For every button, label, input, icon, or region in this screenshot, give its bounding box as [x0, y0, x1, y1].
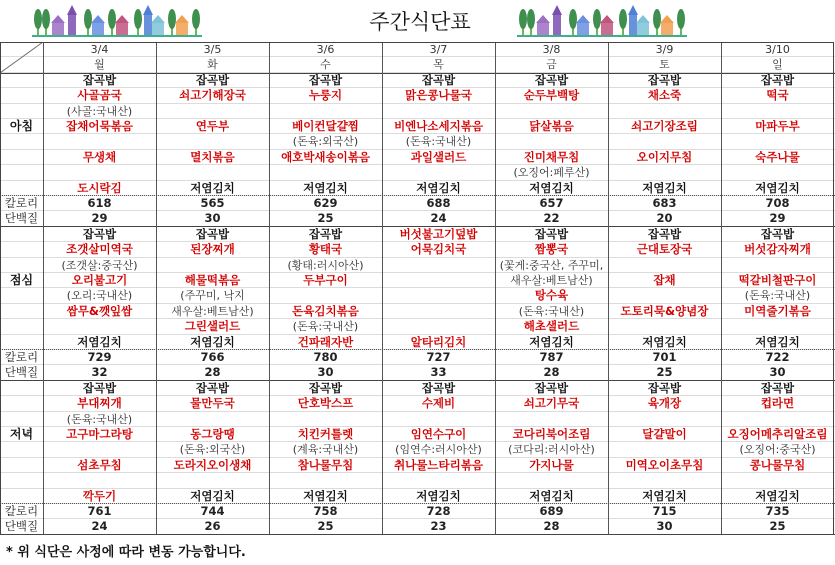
menu-item: 저염김치: [642, 334, 687, 349]
menu-item: 저염김치: [190, 180, 235, 195]
menu-item: 오리불고기: [71, 273, 128, 287]
menu-item: 잡곡밥: [760, 380, 795, 395]
footer-note: * 위 식단은 사정에 따라 변동 가능합니다.: [6, 545, 246, 560]
day-date: 3/4: [90, 43, 109, 56]
origin-note: (돈육:국내산): [518, 304, 585, 318]
calories-value: 761: [87, 504, 112, 518]
calories-value: 689: [539, 504, 564, 518]
menu-item: 과일샐러드: [410, 149, 467, 164]
protein-label: 단백질: [4, 211, 39, 226]
menu-item: 컵라면: [760, 396, 795, 411]
protein-value: 25: [656, 365, 673, 380]
menu-item: 그린샐러드: [184, 319, 241, 334]
menu-item: 잡곡밥: [421, 72, 456, 87]
origin-note: (돈육:국내산): [66, 412, 133, 426]
menu-item: 달걀말이: [642, 427, 687, 441]
calories-value: 758: [313, 504, 338, 518]
menu-item: 취나물느타리볶음: [394, 457, 483, 472]
origin-note: (오리:국내산): [66, 289, 133, 303]
menu-item: 연두부: [195, 119, 230, 133]
meal-label: 아침: [9, 119, 34, 133]
protein-value: 22: [543, 211, 560, 226]
menu-item: 잡곡밥: [195, 72, 230, 87]
menu-item: 저염김치: [755, 180, 800, 195]
menu-item: 해물떡볶음: [184, 273, 241, 287]
origin-note: 새우살:베트남산): [510, 274, 593, 287]
menu-item: 잡곡밥: [647, 380, 682, 395]
menu-item: 저염김치: [529, 180, 574, 195]
menu-item: 치킨커틀렛: [297, 427, 354, 441]
menu-item: 숙주나물: [755, 149, 800, 164]
menu-item: 저염김치: [755, 488, 800, 503]
protein-value: 30: [204, 211, 221, 226]
table-frame: [0, 42, 834, 535]
calories-value: 629: [313, 196, 338, 210]
menu-item: 깍두기: [82, 488, 117, 503]
menu-item: 저염김치: [303, 180, 348, 195]
menu-item: 버섯감자찌개: [744, 242, 811, 257]
menu-item: 콩나물무침: [749, 457, 806, 472]
day-date: 3/5: [203, 43, 222, 56]
menu-item: 잡곡밥: [195, 226, 230, 241]
menu-item: 닭살볶음: [529, 119, 574, 133]
menu-item: 저염김치: [642, 488, 687, 503]
calories-value: 787: [539, 350, 564, 364]
menu-item: 잡곡밥: [534, 72, 569, 87]
menu-item: 잡채: [653, 273, 676, 287]
protein-value: 33: [430, 365, 447, 380]
menu-item: 어묵김치국: [410, 242, 467, 257]
day-date: 3/10: [765, 43, 790, 56]
protein-value: 25: [317, 519, 334, 534]
menu-item: 누룽지: [308, 88, 343, 103]
menu-item: 저염김치: [303, 488, 348, 503]
protein-value: 30: [656, 519, 673, 534]
menu-item: 쇠고기무국: [523, 396, 580, 411]
origin-note: (주꾸미, 낙지: [180, 289, 245, 303]
origin-note: (돈육:외국산): [179, 443, 246, 457]
menu-item: 건파래자반: [297, 334, 354, 349]
day-date: 3/7: [429, 43, 448, 56]
menu-item: 도토리묵&양념장: [620, 303, 709, 318]
origin-note: (계육:국내산): [292, 443, 359, 457]
menu-item: 미역오이초무침: [625, 457, 704, 472]
calories-value: 715: [652, 504, 677, 518]
menu-item: 잡곡밥: [760, 226, 795, 241]
menu-item: 잡곡밥: [195, 380, 230, 395]
menu-item: 진미채무침: [523, 149, 580, 164]
protein-value: 20: [656, 211, 673, 226]
menu-item: 잡곡밥: [534, 380, 569, 395]
calories-value: 701: [652, 350, 677, 364]
menu-item: 떡국: [766, 88, 789, 103]
village-drawing: [517, 3, 687, 37]
origin-note: (황태:러시아산): [287, 258, 364, 272]
day-weekday: 목: [433, 58, 444, 72]
protein-label: 단백질: [4, 365, 39, 380]
protein-value: 23: [430, 519, 447, 534]
menu-item: 탕수육: [534, 288, 569, 303]
protein-value: 30: [317, 365, 334, 380]
calories-value: 727: [426, 350, 451, 364]
menu-item: 채소죽: [647, 88, 682, 103]
menu-item: 잡곡밥: [421, 380, 456, 395]
calories-label: 칼로리: [4, 196, 39, 210]
menu-item: 쇠고기장조림: [631, 119, 698, 133]
origin-note: (조갯살:중국산): [61, 258, 138, 272]
origin-note: (돈육:외국산): [292, 135, 359, 149]
menu-item: 잡곡밥: [82, 380, 117, 395]
menu-item: 코다리북어조림: [512, 427, 591, 441]
protein-value: 29: [769, 211, 786, 226]
menu-item: 잡곡밥: [308, 72, 343, 87]
menu-item: 육개장: [647, 396, 682, 411]
menu-item: 저염김치: [416, 488, 461, 503]
calories-value: 729: [87, 350, 112, 364]
menu-item: 잡곡밥: [82, 72, 117, 87]
menu-item: 참나물무침: [297, 457, 354, 472]
menu-item: 잡곡밥: [82, 226, 117, 241]
menu-item: 버섯불고기덮밥: [399, 226, 478, 241]
menu-item: 쌈무&깻잎쌈: [66, 303, 133, 318]
menu-item: 수제비: [421, 396, 456, 411]
menu-item: 도라지오이생채: [173, 457, 252, 472]
menu-item: 오이지무침: [636, 149, 693, 164]
menu-item: 된장찌개: [190, 242, 235, 257]
protein-label: 단백질: [4, 519, 39, 534]
menu-item: 잡곡밥: [308, 226, 343, 241]
menu-item: 잡채어묵볶음: [66, 119, 133, 133]
day-weekday: 수: [320, 58, 331, 72]
menu-item: 돈육김치볶음: [292, 303, 359, 318]
menu-item: 임연수구이: [410, 427, 467, 441]
day-date: 3/6: [316, 43, 335, 56]
menu-item: 무생채: [82, 149, 117, 164]
origin-note: (오징어:중국산): [739, 443, 816, 457]
calories-value: 683: [652, 196, 677, 210]
menu-item: 떡갈비철판구이: [738, 273, 817, 287]
menu-item: 섬초무침: [77, 457, 122, 472]
origin-note: (돈육:국내산): [292, 320, 359, 334]
protein-value: 28: [543, 365, 560, 380]
menu-item: 저염김치: [529, 488, 574, 503]
menu-item: 베이컨달걀찜: [292, 119, 359, 133]
menu-item: 애호박새송이볶음: [281, 149, 370, 164]
calories-value: 744: [200, 504, 225, 518]
village-illustration-left: [32, 3, 202, 37]
origin-note: (코다리:러시아산): [508, 443, 595, 457]
menu-item: 저염김치: [190, 488, 235, 503]
menu-item: 잡곡밥: [760, 72, 795, 87]
village-drawing: [32, 3, 202, 37]
menu-item: 가지나물: [529, 457, 574, 472]
day-weekday: 일: [772, 58, 783, 72]
menu-item: 잡곡밥: [534, 226, 569, 241]
calories-value: 618: [87, 196, 112, 210]
day-weekday: 월: [94, 58, 105, 72]
calories-value: 735: [765, 504, 790, 518]
origin-note: (돈육:국내산): [744, 289, 811, 303]
origin-note: (임연수:러시아산): [395, 443, 482, 457]
origin-note: 새우살:베트남산): [171, 304, 254, 318]
protein-value: 24: [91, 519, 108, 534]
menu-item: 도시락김: [77, 180, 122, 195]
calories-value: 565: [200, 196, 225, 210]
village-illustration-right: [517, 3, 687, 37]
calories-value: 780: [313, 350, 338, 364]
meal-label: 저녁: [9, 427, 34, 441]
menu-item: 맑은콩나물국: [405, 88, 472, 103]
menu-item: 근대토장국: [636, 242, 693, 257]
menu-item: 조갯살미역국: [66, 242, 133, 257]
menu-item: 황태국: [308, 242, 343, 257]
protein-value: 30: [769, 365, 786, 380]
menu-item: 잡곡밥: [308, 380, 343, 395]
menu-item: 비엔나소세지볶음: [394, 119, 483, 133]
menu-item: 동그랑땡: [190, 427, 235, 441]
protein-value: 24: [430, 211, 447, 226]
menu-item: 저염김치: [190, 334, 235, 349]
menu-item: 해초샐러드: [523, 319, 580, 334]
menu-item: 짬뽕국: [534, 242, 569, 257]
day-weekday: 토: [659, 58, 670, 72]
menu-item: 두부구이: [303, 273, 348, 287]
origin-note: (꽃게:중국산, 주꾸미,: [499, 258, 604, 272]
menu-item: 부대찌개: [77, 396, 122, 411]
menu-item: 순두부백탕: [523, 88, 580, 103]
calories-value: 722: [765, 350, 790, 364]
day-weekday: 금: [546, 58, 557, 72]
menu-item: 잡곡밥: [647, 226, 682, 241]
menu-item: 저염김치: [529, 334, 574, 349]
menu-item: 단호박스프: [297, 396, 354, 411]
protein-value: 29: [91, 211, 108, 226]
protein-value: 32: [91, 365, 108, 380]
calories-value: 657: [539, 196, 564, 210]
day-weekday: 화: [207, 58, 218, 72]
menu-item: 잡곡밥: [647, 72, 682, 87]
origin-note: (오징어:페루산): [513, 166, 590, 180]
meal-label: 점심: [9, 273, 34, 287]
menu-item: 저염김치: [642, 180, 687, 195]
menu-item: 마파두부: [755, 119, 800, 133]
day-date: 3/9: [655, 43, 674, 56]
menu-item: 저염김치: [416, 180, 461, 195]
origin-note: (사골:국내산): [66, 104, 133, 118]
origin-note: (돈육:국내산): [405, 135, 472, 149]
menu-item: 물만두국: [190, 396, 235, 411]
calories-value: 728: [426, 504, 451, 518]
calories-label: 칼로리: [4, 504, 39, 518]
protein-value: 25: [317, 211, 334, 226]
menu-item: 오징어메추리알조림: [727, 427, 828, 441]
protein-value: 28: [543, 519, 560, 534]
menu-item: 쇠고기해장국: [179, 88, 246, 103]
menu-item: 저염김치: [755, 334, 800, 349]
page-title: 주간식단표: [369, 10, 471, 34]
calories-value: 688: [426, 196, 451, 210]
menu-item: 저염김치: [77, 334, 122, 349]
menu-item: 사골곰국: [77, 88, 122, 103]
menu-item: 알타리김치: [410, 334, 467, 349]
protein-value: 26: [204, 519, 221, 534]
menu-item: 미역줄기볶음: [744, 303, 811, 318]
menu-item: 고구마그라탕: [66, 427, 133, 441]
calories-value: 708: [765, 196, 790, 210]
protein-value: 28: [204, 365, 221, 380]
calories-value: 766: [200, 350, 225, 364]
protein-value: 25: [769, 519, 786, 534]
calories-label: 칼로리: [4, 350, 39, 364]
day-date: 3/8: [542, 43, 561, 56]
menu-item: 멸치볶음: [190, 149, 235, 164]
